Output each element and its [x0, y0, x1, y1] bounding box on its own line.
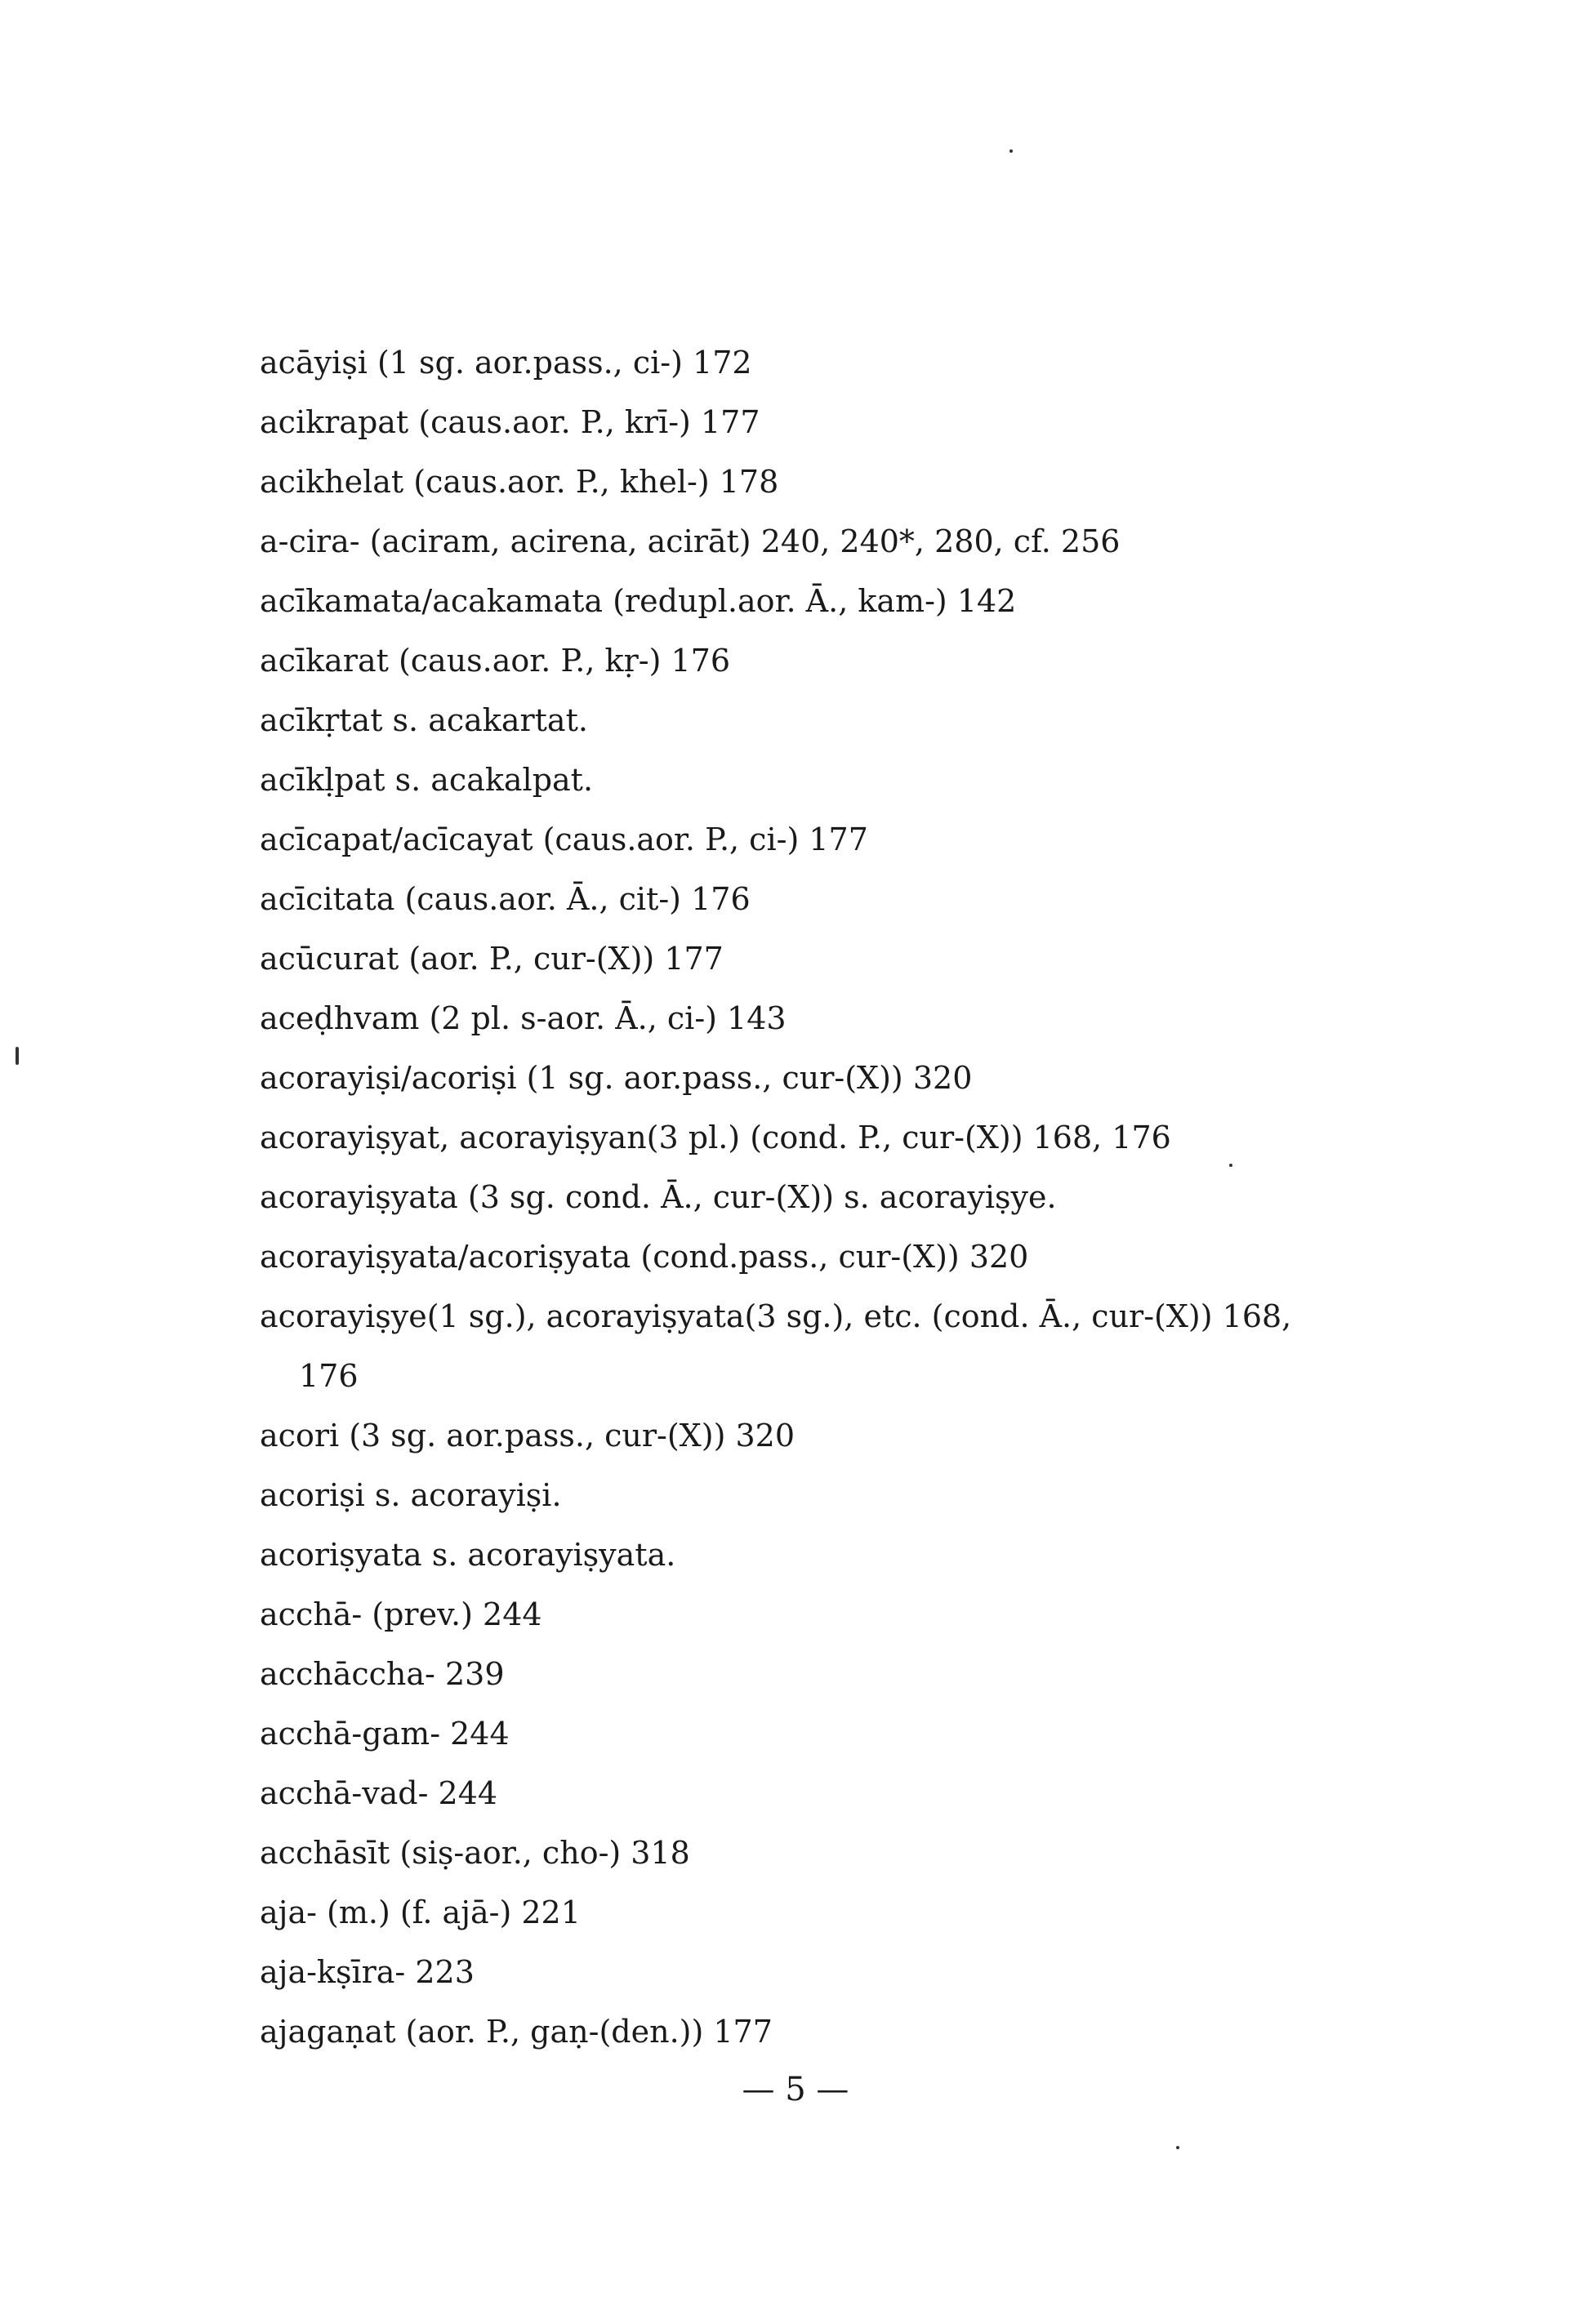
index-entry: aceḍhvam (2 pl. s-aor. Ā., ci-) 143	[260, 1000, 787, 1036]
index-entry: acīcitata (caus.aor. Ā., cit-) 176	[260, 881, 751, 917]
index-entry: acchāccha- 239	[260, 1656, 505, 1692]
page-number: — 5 —	[742, 2071, 849, 2108]
index-entry: acchā- (prev.) 244	[260, 1596, 542, 1632]
index-entry: acoriṣi s. acorayiṣi.	[260, 1477, 562, 1513]
index-entry: a-cira- (aciram, acirena, acirāt) 240, 240*, 280, cf. 256	[260, 523, 1121, 559]
index-entry: acchā-vad- 244	[260, 1775, 498, 1811]
index-entry: aja- (m.) (f. ajā-) 221	[260, 1894, 581, 1930]
print-speck	[1176, 2146, 1179, 2149]
index-entry: acorayiṣye(1 sg.), acorayiṣyata(3 sg.), etc. (cond. Ā., cur-(X)) 168,	[260, 1298, 1292, 1334]
index-entry: ajagaṇat (aor. P., gaṇ-(den.)) 177	[260, 2014, 773, 2050]
index-entry: acikrapat (caus.aor. P., krī-) 177	[260, 404, 760, 440]
index-entry: acīkḷpat s. acakalpat.	[260, 762, 594, 798]
index-entry: acorayiṣyat, acorayiṣyan(3 pl.) (cond. P., cur-(X)) 168, 176	[260, 1120, 1171, 1155]
print-speck	[1009, 149, 1013, 153]
index-entry-list	[260, 333, 1444, 2062]
index-entry: acoriṣyata s. acorayiṣyata.	[260, 1537, 676, 1573]
print-speck	[16, 1047, 19, 1065]
index-entry: acchā-gam- 244	[260, 1716, 510, 1752]
index-entry: acīkarat (caus.aor. P., kṛ-) 176	[260, 643, 731, 679]
index-entry: acori (3 sg. aor.pass., cur-(X)) 320	[260, 1418, 795, 1454]
index-entry: aja-kṣīra- 223	[260, 1954, 475, 1990]
index-entry: acāyiṣi (1 sg. aor.pass., ci-) 172	[260, 345, 752, 381]
index-entry: acūcurat (aor. P., cur-(X)) 177	[260, 941, 724, 977]
index-entry: acorayiṣyata/acoriṣyata (cond.pass., cur-(X)) 320	[260, 1239, 1029, 1275]
index-entry: acīkamata/acakamata (redupl.aor. Ā., kam-) 142	[260, 583, 1017, 619]
index-entry: acikhelat (caus.aor. P., khel-) 178	[260, 464, 779, 500]
index-entry-continuation: 176	[299, 1358, 359, 1394]
index-entry: acorayiṣi/acoriṣi (1 sg. aor.pass., cur-(X)) 320	[260, 1060, 973, 1096]
index-entry: acīkṛtat s. acakartat.	[260, 702, 588, 738]
index-entry: acchāsīt (siṣ-aor., cho-) 318	[260, 1835, 690, 1871]
index-entry: acīcapat/acīcayat (caus.aor. P., ci-) 177	[260, 821, 868, 857]
index-entry: acorayiṣyata (3 sg. cond. Ā., cur-(X)) s. acorayiṣye.	[260, 1179, 1057, 1215]
